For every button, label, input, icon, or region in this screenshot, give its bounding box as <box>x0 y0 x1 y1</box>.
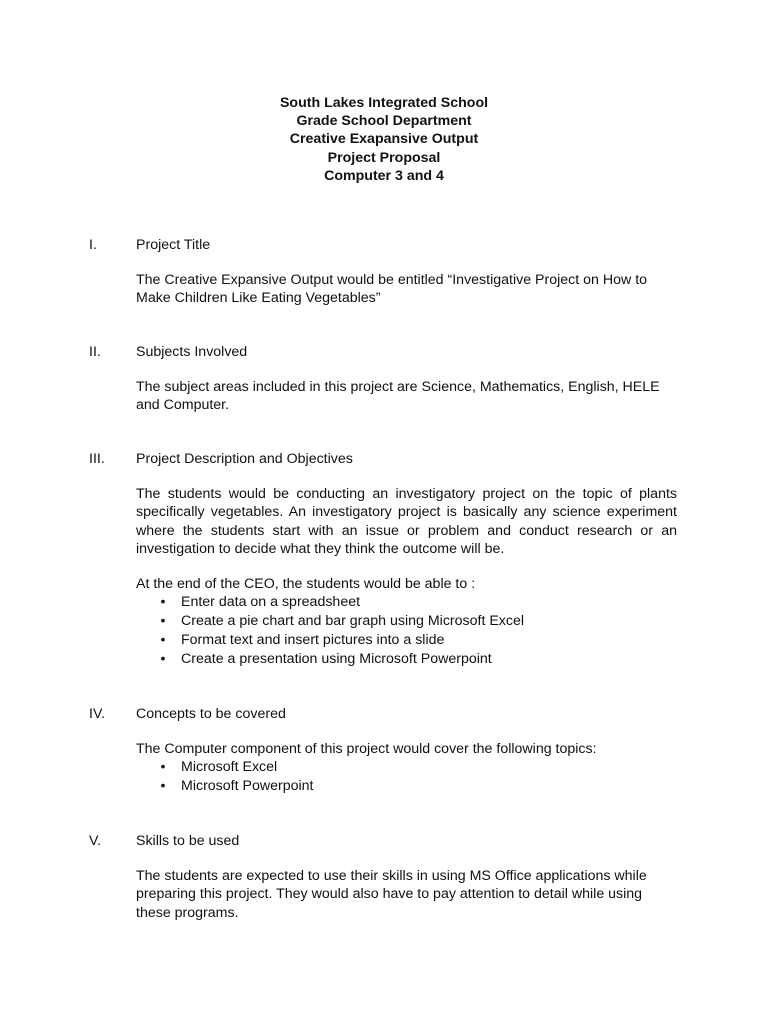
objectives-list <box>136 593 677 669</box>
objectives-intro: At the end of the CEO, the students would be able to : <box>136 576 476 592</box>
list-item-text: Create a presentation using Microsoft Powerpoint <box>181 651 492 668</box>
section-skills-used <box>0 832 768 922</box>
section-heading <box>0 450 768 468</box>
list-item-text: Create a pie chart and bar graph using Microsoft Excel <box>181 613 525 630</box>
section-title: Project Title <box>136 237 211 253</box>
section-numeral: V. <box>89 833 102 849</box>
bullet-icon: • <box>160 759 166 776</box>
document-header <box>0 94 768 185</box>
section-description-objectives <box>0 450 768 669</box>
section-project-title <box>0 236 768 308</box>
section-numeral: III. <box>89 451 105 467</box>
section-numeral: I. <box>89 237 97 253</box>
bullet-icon: • <box>160 594 166 611</box>
list-item-text: Format text and insert pictures into a slide <box>181 632 445 649</box>
section-title: Subjects Involved <box>136 344 248 360</box>
list-item <box>136 593 677 612</box>
course-name: Computer 3 and 4 <box>324 167 444 184</box>
section-subjects-involved <box>0 343 768 415</box>
bullet-icon: • <box>160 632 166 649</box>
list-item-text: Microsoft Excel <box>181 759 278 776</box>
document-type: Project Proposal <box>327 149 441 166</box>
section-heading <box>0 705 768 723</box>
section-paragraph: The students are expected to use their skills in using MS Office applications while preparing this project. They would also have to pay attention to detail while using these programs. <box>136 868 647 921</box>
list-item <box>136 612 677 631</box>
section-numeral: IV. <box>89 706 106 722</box>
section-numeral: II. <box>89 344 101 360</box>
section-heading <box>0 832 768 850</box>
list-item <box>136 650 677 669</box>
list-item <box>136 631 677 650</box>
section-heading <box>0 343 768 361</box>
section-paragraph: The Computer component of this project would cover the following topics: <box>136 741 597 758</box>
concepts-list <box>136 758 677 796</box>
section-heading <box>0 236 768 254</box>
school-name: South Lakes Integrated School <box>279 95 489 111</box>
bullet-icon: • <box>160 778 166 795</box>
section-paragraph: The Creative Expansive Output would be entitled “Investigative Project on How to Make Children Like Eating Vegetables” <box>136 272 648 307</box>
list-item <box>136 758 677 777</box>
section-title: Skills to be used <box>136 833 240 849</box>
section-paragraph: The students would be conducting an investigatory project on the topic of plants specifically vegetables. An investigatory project is basically any science experiment where the students start with an issue or problem and conduct research or an investigation to decide what they think the outcome will be. <box>136 486 677 557</box>
section-concepts-covered <box>0 705 768 796</box>
bullet-icon: • <box>160 651 166 668</box>
section-title: Concepts to be covered <box>136 706 286 722</box>
list-item <box>136 777 677 796</box>
section-paragraph: The subject areas included in this project are Science, Mathematics, English, HELE and Computer. <box>136 379 660 414</box>
list-item-text: Microsoft Powerpoint <box>181 778 314 795</box>
bullet-icon: • <box>160 613 166 630</box>
department-name: Grade School Department <box>296 113 472 130</box>
list-item-text: Enter data on a spreadsheet <box>181 594 361 611</box>
section-title: Project Description and Objectives <box>136 451 353 467</box>
output-title: Creative Exapansive Output <box>289 131 479 148</box>
